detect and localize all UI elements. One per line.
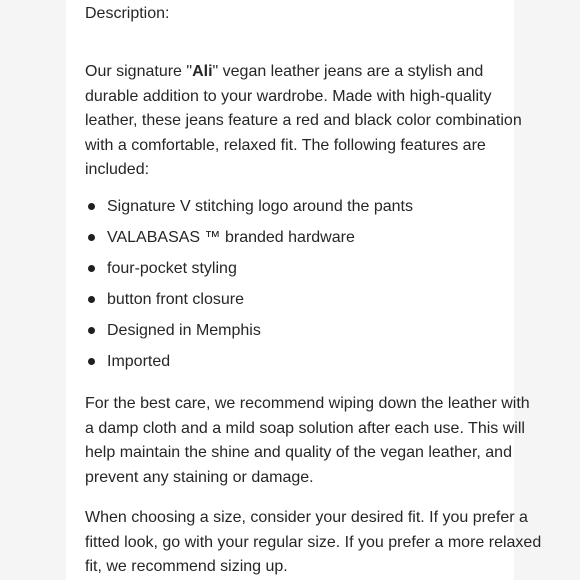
bullet-icon bbox=[88, 234, 95, 241]
feature-text: button front closure bbox=[107, 291, 244, 308]
left-margin bbox=[0, 0, 66, 580]
feature-text: VALABASAS ™ branded hardware bbox=[107, 229, 355, 246]
feature-text: Designed in Memphis bbox=[107, 322, 261, 339]
product-name: Ali bbox=[192, 63, 213, 80]
list-item bbox=[85, 318, 534, 349]
description-heading: Description: bbox=[85, 5, 170, 22]
feature-text: Signature V stitching logo around the pants bbox=[107, 198, 413, 215]
list-item bbox=[85, 225, 534, 256]
bullet-icon bbox=[88, 327, 95, 334]
care-paragraph: For the best care, we recommend wiping down the leather with a damp cloth and a mild soap solution after each use. This will help maintain the shine and quality of the vegan leather, and prevent any staining or damage. bbox=[85, 395, 530, 486]
feature-list bbox=[85, 194, 534, 380]
bullet-icon bbox=[88, 296, 95, 303]
intro-suffix: " vegan leather jeans are a stylish and durable addition to your wardrobe. Made with high-quality leather, these jeans feature a red and black color combination with a comfortable, relaxed fit. The following features are included: bbox=[85, 63, 522, 179]
list-item bbox=[85, 287, 534, 318]
bullet-icon bbox=[88, 265, 95, 272]
intro-prefix: Our signature " bbox=[85, 63, 193, 80]
description-content bbox=[66, 0, 542, 580]
bullet-icon bbox=[88, 358, 95, 365]
sizing-paragraph: When choosing a size, consider your desired fit. If you prefer a fitted look, go with your regular size. If you prefer a more relaxed fit, we recommend sizing up. bbox=[85, 509, 542, 576]
list-item bbox=[85, 349, 534, 380]
list-item bbox=[85, 256, 534, 287]
feature-text: Imported bbox=[107, 353, 171, 370]
feature-text: four-pocket styling bbox=[107, 260, 237, 277]
intro-paragraph bbox=[85, 60, 534, 183]
list-item bbox=[85, 194, 534, 225]
bullet-icon bbox=[88, 203, 95, 210]
